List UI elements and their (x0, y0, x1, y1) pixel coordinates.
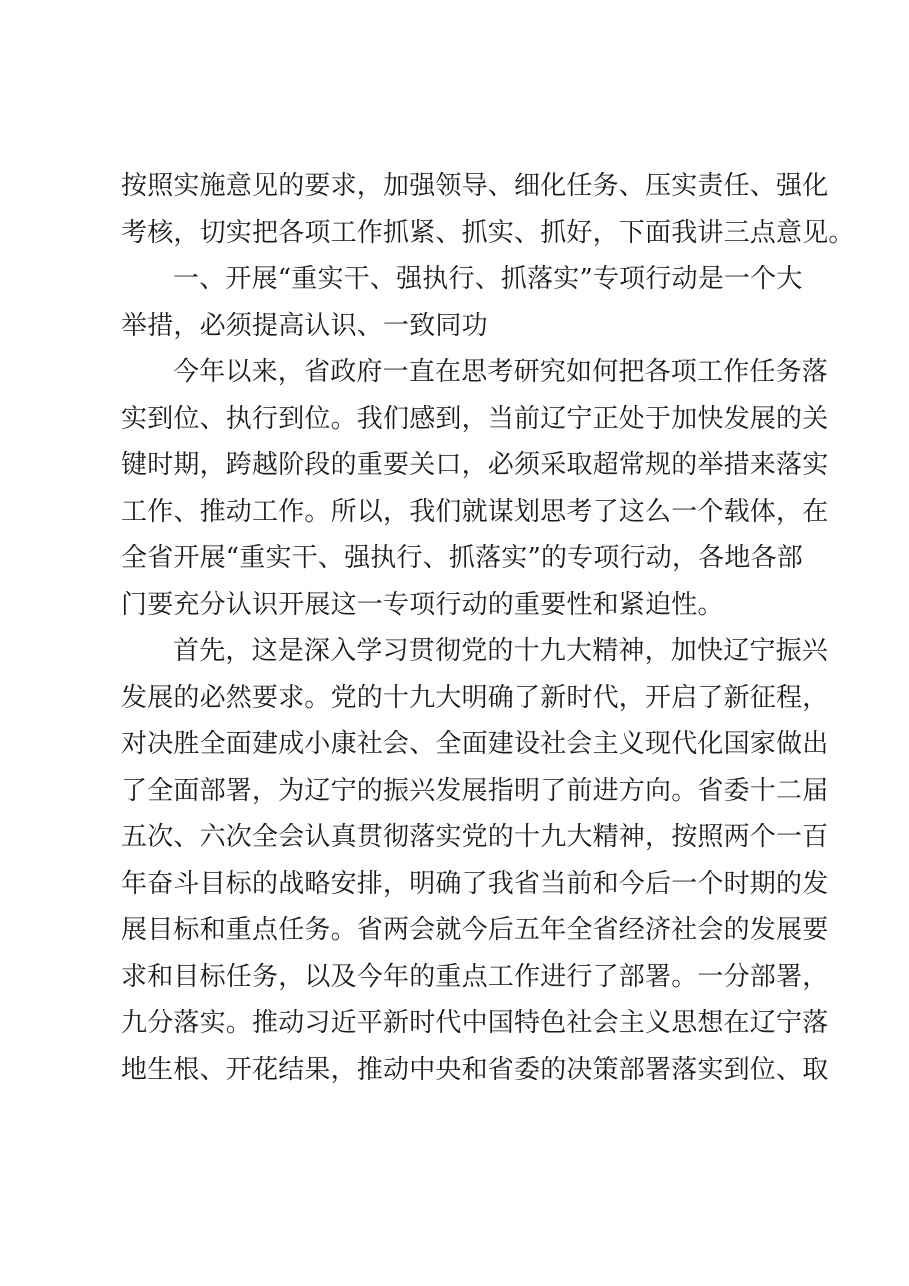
text-line: 求和目标任务，以及今年的重点工作进行了部署。一分部署， (121, 961, 829, 992)
paragraph-first-line: 首先，这是深入学习贯彻党的十九大精神，加快辽宁振兴 (173, 636, 829, 666)
text-line: 五次、六次全会认真贯彻落实党的十九大精神，按照两个一百 (121, 822, 829, 852)
text-line: 九分落实。推动习近平新时代中国特色社会主义思想在辽宁落 (121, 1008, 829, 1038)
text-line: 实到位、执行到位。我们感到，当前辽宁正处于加快发展的关 (121, 403, 829, 434)
text-line: 考核，切实把各项工作抓紧、抓实、抓好，下面我讲三点意见。 (121, 217, 855, 248)
text-line: 按照实施意见的要求，加强领导、细化任务、压实责任、强化 (121, 171, 829, 201)
text-line: 了全面部署，为辽宁的振兴发展指明了前进方向。省委十二届 (121, 775, 829, 806)
text-line: 地生根、开花结果，推动中央和省委的决策部署落实到位、取 (121, 1054, 829, 1085)
text-line: 门要充分认识开展这一专项行动的重要性和紧迫性。 (121, 589, 724, 620)
text-line: 发展的必然要求。党的十九大明确了新时代，开启了新征程， (121, 682, 829, 713)
text-line: 键时期，跨越阶段的重要关口，必须采取超常规的举措来落实 (121, 450, 829, 480)
text-line: 年奋斗目标的战略安排，明确了我省当前和今后一个时期的发 (121, 868, 829, 899)
text-line: 全省开展“重实干、强执行、抓落实”的专项行动，各地各部 (121, 543, 803, 573)
section-heading-line: 举措，必须提高认识、一致同功 (121, 310, 488, 341)
section-heading-line: 一、开展“重实干、强执行、抓落实”专项行动是一个大 (173, 264, 803, 294)
text-line: 对决胜全面建成小康社会、全面建设社会主义现代化国家做出 (121, 729, 829, 759)
document-body (121, 163, 855, 1093)
text-line: 展目标和重点任务。省两会就今后五年全省经济社会的发展要 (121, 915, 829, 945)
paragraph-first-line: 今年以来，省政府一直在思考研究如何把各项工作任务落 (173, 357, 829, 387)
text-line: 工作、推动工作。所以，我们就谋划思考了这么一个载体，在 (121, 496, 829, 527)
